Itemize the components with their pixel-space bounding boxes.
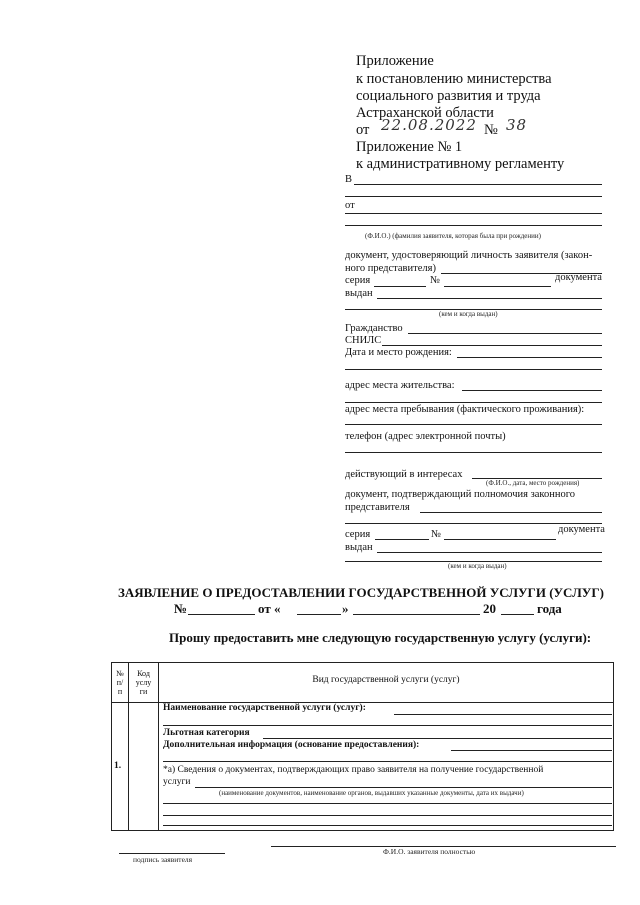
- rep-issued-label: выдан: [345, 542, 373, 553]
- issued-label: выдан: [345, 288, 373, 299]
- decree-date-handwritten: 22.08.2022: [381, 116, 477, 134]
- header-cell-number: № п/ п: [112, 663, 129, 703]
- service-name-label: Наименование государственной услуги (услуг):: [163, 703, 366, 713]
- acting-caption: (Ф.И.О., дата, место рождения): [486, 479, 580, 487]
- phone-label: телефон (адрес электронной почты): [345, 431, 506, 442]
- rep-number-field[interactable]: [444, 539, 556, 540]
- rep-doc-label-1: документ, подтверждающий полномочия законного: [345, 489, 576, 500]
- from-label: от: [345, 200, 355, 211]
- header-cell-kind: [159, 663, 614, 703]
- decree-date-label: от: [356, 122, 370, 138]
- stay-field[interactable]: [345, 424, 602, 425]
- extra-info-label: Дополнительная информация (основание предоставления):: [163, 740, 420, 750]
- signature-caption: подпись заявителя: [133, 855, 193, 864]
- application-quote-close: »: [342, 601, 349, 616]
- docs-field-4[interactable]: [163, 825, 612, 826]
- benefit-label: Льготная категория: [163, 728, 250, 738]
- snils-label: СНИЛС: [345, 335, 382, 346]
- extra-info-field-2[interactable]: [163, 761, 612, 762]
- header-cell-code: Код услу ги: [129, 663, 159, 703]
- residence-label: адрес места жительства:: [345, 380, 455, 391]
- appendix-header-line3: социального развития и труда: [356, 88, 541, 104]
- docs-field[interactable]: [195, 787, 612, 788]
- docs-field-3[interactable]: [163, 815, 612, 816]
- birth-field-2[interactable]: [345, 369, 602, 370]
- rep-issued-caption: (кем и когда выдан): [448, 562, 507, 570]
- rep-document-label: документа: [558, 524, 605, 535]
- docs-label-2: услуги: [163, 777, 191, 787]
- citizenship-label: Гражданство: [345, 323, 403, 334]
- id-doc-label-2: ного представителя): [345, 263, 436, 274]
- rep-number-label: №: [431, 529, 442, 540]
- document-label: документа: [555, 272, 602, 283]
- birth-label: Дата и место рождения:: [345, 347, 452, 358]
- application-year-field[interactable]: [501, 614, 534, 615]
- docs-caption: (наименование документов, наименование органов, выдавших указанные документы, дата их выдачи): [219, 789, 524, 797]
- decree-number-handwritten: 38: [506, 116, 528, 134]
- extra-info-field[interactable]: [451, 750, 612, 751]
- to-line[interactable]: [354, 184, 602, 185]
- from-line-2[interactable]: [345, 225, 602, 226]
- to-label: В: [345, 174, 353, 185]
- to-line-2[interactable]: [345, 196, 602, 197]
- appendix-number: Приложение № 1: [356, 139, 463, 155]
- application-year-prefix: 20: [483, 601, 496, 616]
- row-number-cell: [112, 703, 129, 831]
- regulation-reference: к административному регламенту: [356, 156, 565, 172]
- signature-line[interactable]: [119, 853, 225, 854]
- issued-caption: (кем и когда выдан): [439, 310, 498, 318]
- application-year-suffix: года: [537, 601, 562, 616]
- application-month-field[interactable]: [353, 614, 480, 615]
- docs-label-1: *а) Сведения о документах, подтверждающих право заявителя на получение государственной: [163, 765, 544, 775]
- id-doc-label-1: документ, удостоверяющий личность заявителя (закон-: [345, 250, 593, 261]
- application-title: ЗАЯВЛЕНИЕ О ПРЕДОСТАВЛЕНИИ ГОСУДАРСТВЕННОЙ УСЛУГИ (УСЛУГ): [118, 585, 604, 600]
- snils-field[interactable]: [382, 345, 602, 346]
- decree-number-label: №: [484, 122, 498, 138]
- full-name-caption: Ф.И.О. заявителя полностью: [383, 847, 476, 856]
- application-number-label: №: [174, 601, 188, 616]
- appendix-header-line1: Приложение: [356, 53, 434, 69]
- rep-issued-field[interactable]: [377, 552, 602, 553]
- application-day-field[interactable]: [297, 614, 341, 615]
- stay-label: адрес места пребывания (фактического проживания):: [345, 404, 585, 415]
- kind-column-header: Вид государственной услуги (услуг): [312, 675, 460, 685]
- appendix-header-line2: к постановлению министерства: [356, 71, 552, 87]
- row-code-cell[interactable]: [129, 703, 159, 831]
- residence-field-2[interactable]: [345, 402, 602, 403]
- docs-field-2[interactable]: [163, 803, 612, 804]
- service-name-field[interactable]: [394, 714, 612, 715]
- birth-field[interactable]: [457, 357, 602, 358]
- rep-series-label: серия: [345, 529, 371, 540]
- service-name-field-2[interactable]: [163, 725, 612, 726]
- application-number-field[interactable]: [188, 614, 255, 615]
- issued-field[interactable]: [377, 298, 602, 299]
- acting-label: действующий в интересах: [345, 469, 463, 480]
- services-table: [111, 662, 614, 831]
- rep-doc-field[interactable]: [420, 512, 602, 513]
- request-statement: Прошу предоставить мне следующую государственную услугу (услуги):: [169, 630, 592, 645]
- application-date-label: от «: [258, 601, 281, 616]
- residence-field[interactable]: [462, 390, 602, 391]
- row-kind-cell: [159, 703, 614, 831]
- phone-field[interactable]: [345, 452, 602, 453]
- rep-series-field[interactable]: [375, 539, 429, 540]
- benefit-field[interactable]: [263, 738, 612, 739]
- row-number: 1.: [114, 761, 122, 771]
- rep-doc-label-2: представителя: [345, 502, 410, 513]
- number-label: №: [430, 275, 441, 286]
- appendix-header-line4: Астраханской области: [356, 105, 494, 121]
- series-label: серия: [345, 275, 371, 286]
- from-line[interactable]: [345, 213, 602, 214]
- citizenship-field[interactable]: [408, 333, 602, 334]
- series-field[interactable]: [374, 286, 426, 287]
- number-field[interactable]: [444, 286, 551, 287]
- fio-caption: (Ф.И.О.) (фамилия заявителя, которая была при рождении): [365, 232, 541, 240]
